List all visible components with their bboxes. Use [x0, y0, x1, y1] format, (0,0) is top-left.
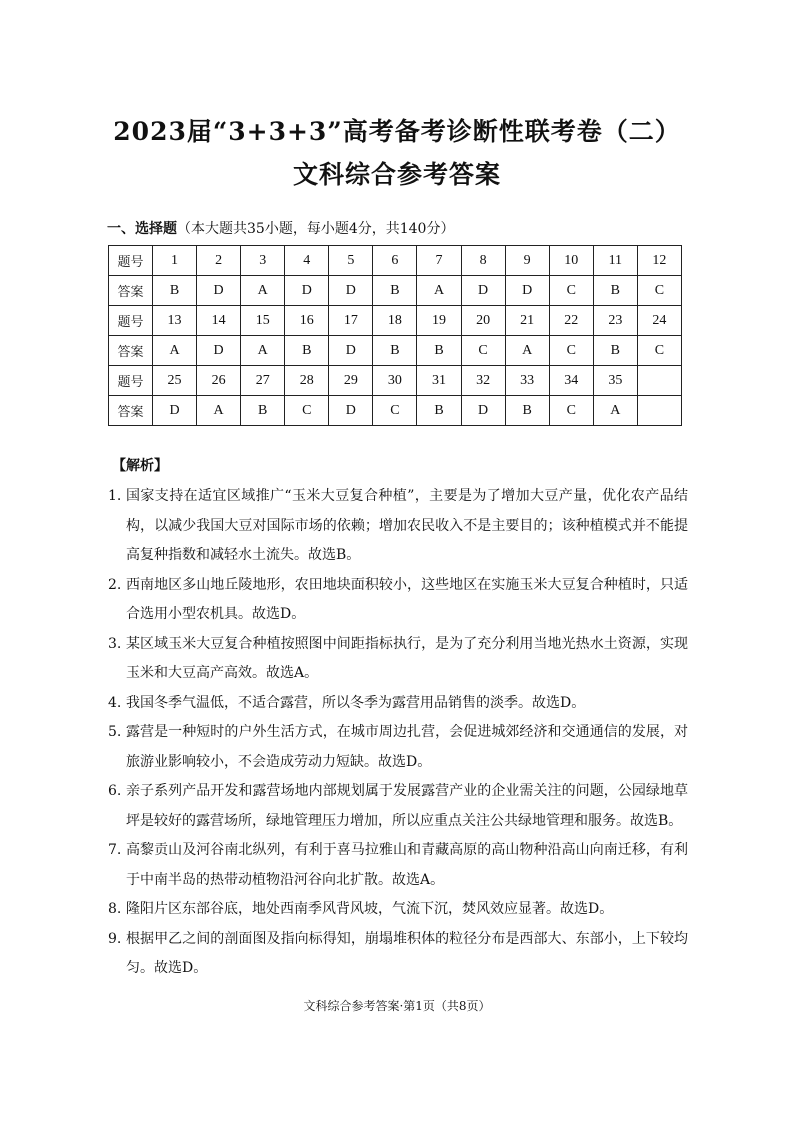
answer-cell: B: [153, 276, 197, 306]
explanation-number: 6.: [108, 783, 122, 799]
explanation-text: 根据甲乙之间的剖面图及指向标得知，崩塌堆积体的粒径分布是西部大、东部小，上下较均匀。故选D。: [126, 930, 688, 976]
answer-cell: C: [637, 276, 681, 306]
question-number-cell: 23: [593, 306, 637, 336]
answer-cell: B: [505, 396, 549, 426]
question-number-cell: 17: [329, 306, 373, 336]
question-number-cell: 25: [153, 366, 197, 396]
question-number-cell: 1: [153, 246, 197, 276]
question-number-cell: 16: [285, 306, 329, 336]
explanation-item: [108, 925, 688, 984]
answer-cell: A: [417, 276, 461, 306]
explanation-item: [108, 836, 688, 895]
row-label: 题号: [109, 366, 153, 396]
question-number-cell: 8: [461, 246, 505, 276]
answer-cell: D: [197, 336, 241, 366]
answer-cell: C: [549, 396, 593, 426]
answer-cell: A: [197, 396, 241, 426]
answer-cell: D: [153, 396, 197, 426]
row-label: 答案: [109, 336, 153, 366]
explanation-text: 露营是一种短时的户外生活方式，在城市周边扎营，会促进城郊经济和交通通信的发展，对旅游业影响较小，不会造成劳动力短缺。故选D。: [126, 724, 688, 770]
explanation-list: [108, 482, 688, 984]
answer-cell: A: [593, 396, 637, 426]
explanation-number: 4.: [108, 694, 122, 711]
answer-cell: B: [373, 336, 417, 366]
question-number-cell: 9: [505, 246, 549, 276]
question-number-cell: 28: [285, 366, 329, 396]
explanation-text: 西南地区多山地丘陵地形，农田地块面积较小，这些地区在实施玉米大豆复合种植时，只适合选用小型农机具。故选D。: [126, 576, 688, 622]
explanation-item: [108, 482, 688, 571]
table-row-numbers: [109, 246, 682, 276]
answer-cell: [637, 396, 681, 426]
explanation-item: [108, 718, 688, 777]
question-number-cell: 11: [593, 246, 637, 276]
answer-cell: B: [417, 396, 461, 426]
question-number-cell: 20: [461, 306, 505, 336]
answer-cell: D: [329, 396, 373, 426]
explanation-number: 2.: [108, 576, 122, 593]
explanation-number: 5.: [108, 724, 122, 740]
explanation-item: [108, 689, 688, 719]
row-label: 答案: [109, 276, 153, 306]
question-number-cell: 14: [197, 306, 241, 336]
question-number-cell: 27: [241, 366, 285, 396]
explanation-text: 我国冬季气温低，不适合露营，所以冬季为露营用品销售的淡季。故选D。: [126, 694, 586, 711]
question-number-cell: 35: [593, 366, 637, 396]
question-number-cell: 2: [197, 246, 241, 276]
explanation-item: [108, 630, 688, 689]
explanation-text: 某区域玉米大豆复合种植按照图中间距指标执行，是为了充分利用当地光热水土资源，实现玉米和大豆高产高效。故选A。: [126, 635, 688, 681]
table-row-answers: [109, 276, 682, 306]
question-number-cell: 29: [329, 366, 373, 396]
question-number-cell: 15: [241, 306, 285, 336]
answer-cell: D: [329, 276, 373, 306]
question-number-cell: 5: [329, 246, 373, 276]
answer-cell: D: [329, 336, 373, 366]
answer-cell: C: [549, 336, 593, 366]
answer-cell: C: [549, 276, 593, 306]
explanation-number: 3.: [108, 635, 122, 652]
question-number-cell: 22: [549, 306, 593, 336]
question-number-cell: 21: [505, 306, 549, 336]
section-heading-label: 一、选择题: [107, 221, 177, 237]
explanation-item: [108, 895, 688, 925]
question-number-cell: 33: [505, 366, 549, 396]
question-number-cell: 24: [637, 306, 681, 336]
answer-cell: C: [461, 336, 505, 366]
answer-cell: D: [461, 276, 505, 306]
question-number-cell: 32: [461, 366, 505, 396]
explanation-item: [108, 571, 688, 630]
question-number-cell: [637, 366, 681, 396]
row-label: 答案: [109, 396, 153, 426]
answer-cell: B: [285, 336, 329, 366]
answer-cell: D: [197, 276, 241, 306]
analysis-heading: 【解析】: [112, 458, 168, 474]
answer-cell: A: [241, 276, 285, 306]
answer-cell: B: [241, 396, 285, 426]
table-row-numbers: [109, 366, 682, 396]
answer-cell: B: [593, 276, 637, 306]
question-number-cell: 6: [373, 246, 417, 276]
section-heading: [107, 218, 454, 238]
explanation-text: 高黎贡山及河谷南北纵列，有利于喜马拉雅山和青藏高原的高山物种沿高山向南迁移，有利于中南半岛的热带动植物沿河谷向北扩散。故选A。: [126, 842, 688, 888]
explanation-text: 亲子系列产品开发和露营场地内部规划属于发展露营产业的企业需关注的问题，公园绿地草坪是较好的露营场所，绿地管理压力增加，所以应重点关注公共绿地管理和服务。故选B。: [126, 783, 688, 829]
answer-cell: C: [373, 396, 417, 426]
question-number-cell: 7: [417, 246, 461, 276]
answer-cell: A: [153, 336, 197, 366]
question-number-cell: 13: [153, 306, 197, 336]
question-number-cell: 12: [637, 246, 681, 276]
answer-cell: D: [461, 396, 505, 426]
table-row-answers: [109, 396, 682, 426]
question-number-cell: 34: [549, 366, 593, 396]
explanation-text: 国家支持在适宜区域推广“玉米大豆复合种植”，主要是为了增加大豆产量，优化农产品结构，以减少我国大豆对国际市场的依赖；增加农民收入不是主要目的；该种植模式并不能提高复种指数和减轻水土流失。故选B。: [126, 488, 688, 563]
question-number-cell: 10: [549, 246, 593, 276]
question-number-cell: 26: [197, 366, 241, 396]
answer-cell: B: [593, 336, 637, 366]
question-number-cell: 30: [373, 366, 417, 396]
page-footer: 文科综合参考答案·第1页（共8页）: [303, 999, 491, 1013]
explanation-text: 隆阳片区东部谷底，地处西南季风背风坡，气流下沉，焚风效应显著。故选D。: [126, 901, 614, 917]
answer-cell: D: [285, 276, 329, 306]
question-number-cell: 3: [241, 246, 285, 276]
document-subtitle: 文科综合参考答案: [292, 160, 501, 189]
explanation-number: 7.: [108, 842, 122, 858]
document-title: 2023届“3+3+3”高考备考诊断性联考卷（二）: [113, 117, 681, 146]
question-number-cell: 19: [417, 306, 461, 336]
explanation-item: [108, 777, 688, 836]
table-row-numbers: [109, 306, 682, 336]
answer-cell: B: [417, 336, 461, 366]
answer-cell: D: [505, 276, 549, 306]
table-row-answers: [109, 336, 682, 366]
answer-table: [108, 245, 682, 426]
explanation-number: 8.: [108, 901, 122, 917]
answer-cell: C: [637, 336, 681, 366]
explanation-number: 9.: [108, 930, 122, 947]
row-label: 题号: [109, 306, 153, 336]
question-number-cell: 18: [373, 306, 417, 336]
section-note: （本大题共35小题，每小题4分，共140分）: [177, 221, 455, 237]
answer-cell: C: [285, 396, 329, 426]
answer-cell: A: [241, 336, 285, 366]
question-number-cell: 31: [417, 366, 461, 396]
answer-cell: B: [373, 276, 417, 306]
question-number-cell: 4: [285, 246, 329, 276]
explanation-number: 1.: [108, 488, 122, 504]
answer-cell: A: [505, 336, 549, 366]
row-label: 题号: [109, 246, 153, 276]
